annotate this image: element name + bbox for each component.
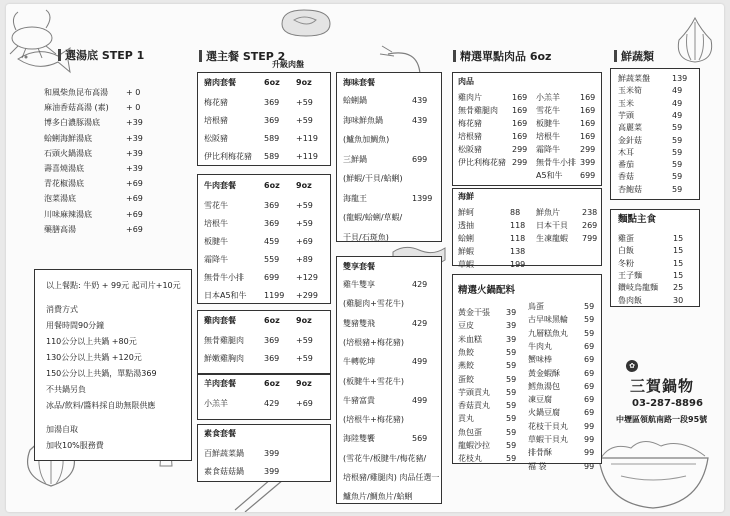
item-name: 蟹味棒 <box>528 355 552 365</box>
set-item-price: 369 <box>264 98 280 107</box>
set-item-name: 牛轉乾坤 <box>343 357 375 367</box>
veg-name: 金針菇 <box>618 135 642 145</box>
oz-label: 6oz <box>264 181 280 190</box>
set-item-price: 369 <box>264 336 280 345</box>
item-price: 88 <box>510 208 521 217</box>
item-price: 118 <box>510 234 526 243</box>
set-header: 牛肉套餐 <box>204 181 236 190</box>
staple-price: 25 <box>673 283 684 293</box>
item-name: 培根牛 <box>536 132 560 141</box>
soup-name: 壽喜燒湯底 <box>44 164 84 173</box>
soup-price: +69 <box>126 209 143 219</box>
staple-name: 魯肉飯 <box>618 295 642 305</box>
set-item-upgrade: +299 <box>296 291 318 300</box>
item-price: 799 <box>582 234 598 243</box>
oz-label: 9oz <box>296 78 312 87</box>
set-item-name: 百鮮蔬菜鍋 <box>204 449 244 458</box>
item-name: 霜降牛 <box>536 145 560 154</box>
item-price: 59 <box>584 315 595 325</box>
set-item-upgrade: +129 <box>296 273 318 282</box>
staple-price: 15 <box>673 234 684 243</box>
set-item-name: 海陸雙饗 <box>343 434 375 444</box>
set-item-upgrade: +59 <box>296 201 313 210</box>
item-price: 59 <box>506 387 517 397</box>
set-header: 素食套餐 <box>204 429 236 438</box>
item-name: 燕餃 <box>458 361 474 371</box>
item-price: 269 <box>582 221 598 230</box>
item-price: 39 <box>506 308 517 317</box>
set-item-price: 569 <box>412 434 428 444</box>
item-name: 松阪豬 <box>458 145 482 154</box>
note-line: 不共鍋另負 <box>46 385 86 394</box>
set-item-name: 伊比利梅花豬 <box>204 152 252 161</box>
staple-price: 15 <box>673 246 684 256</box>
item-price: 169 <box>580 119 596 128</box>
item-price: 59 <box>584 302 595 311</box>
set-item-upgrade: +59 <box>296 336 313 345</box>
set-item-price: 699 <box>412 154 428 164</box>
item-price: 99 <box>584 435 595 444</box>
set-header: 海味套餐 <box>343 78 375 87</box>
staple-name: 鑽岐烏龍麵 <box>618 283 658 293</box>
staple-price: 30 <box>673 295 684 305</box>
item-price: 169 <box>512 119 528 128</box>
set-item-name: (鮮蝦/干貝/蛤蜊) <box>343 174 403 183</box>
set-item-name: (龍蝦/蛤蜊/草蝦/ <box>343 213 403 222</box>
item-name: 梅花豬 <box>458 119 482 128</box>
item-name: 牛肉丸 <box>528 341 552 351</box>
item-price: 299 <box>512 145 528 154</box>
veg-price: 49 <box>672 110 683 120</box>
set-item-price: 429 <box>264 399 280 408</box>
section-header: 海鮮 <box>458 192 474 201</box>
set-item-name: 板腱牛 <box>204 237 228 246</box>
item-name: A5和牛 <box>536 171 563 180</box>
brand-address: 中壢區領航南路一段95號 <box>616 415 708 424</box>
veg-name: 鮮蔬菜盤 <box>618 74 650 83</box>
set-item-name: 無骨牛小排 <box>204 273 244 282</box>
set-item-name: 松阪豬 <box>204 134 228 143</box>
set-item-price: 1399 <box>412 193 433 203</box>
set-item-name: 海龍王 <box>343 193 367 203</box>
soup-price: + 0 <box>126 103 141 113</box>
set-item-price: 399 <box>264 467 280 476</box>
veg-price: 59 <box>672 123 683 133</box>
item-price: 118 <box>510 221 526 230</box>
upgrade-label: 升級肉盤 <box>272 60 304 69</box>
item-name: 火鍋豆腐 <box>528 408 560 418</box>
veg-price: 49 <box>672 98 683 108</box>
section-header: 精選火鍋配料 <box>458 285 516 296</box>
item-name: 黃金干張 <box>458 308 490 317</box>
item-name: 魚餃 <box>458 347 474 357</box>
set-header: 雙享套餐 <box>343 262 375 271</box>
soup-name: 泡菜湯底 <box>44 194 76 204</box>
set-item-price: 439 <box>412 115 428 125</box>
note-line: 110公分以上共鍋 +80元 <box>46 337 137 346</box>
item-name: 芋頭貢丸 <box>458 387 490 397</box>
item-price: 169 <box>512 93 528 102</box>
set-header: 豬肉套餐 <box>204 78 236 87</box>
veg-title: 鮮蔬類 <box>614 48 654 64</box>
note-line: 130公分以上共鍋 +120元 <box>46 353 142 362</box>
item-name: 板腱牛 <box>536 119 560 128</box>
set-item-price: 369 <box>264 219 280 228</box>
veg-price: 59 <box>672 160 683 170</box>
item-name: 米血糕 <box>458 334 482 344</box>
veg-name: 玉米筍 <box>618 86 642 96</box>
set-item-name: 霜降牛 <box>204 255 228 264</box>
veg-name: 杏鮑菇 <box>618 184 642 194</box>
set-header: 羊肉套餐 <box>204 379 236 388</box>
veg-name: 芋頭 <box>618 110 634 120</box>
item-price: 59 <box>506 374 517 384</box>
soup-name: 川味麻辣湯底 <box>44 209 92 219</box>
item-name: 香菇貢丸 <box>458 401 490 411</box>
set-item-price: 399 <box>264 449 280 458</box>
set-item-name: 培根豬/雞腿肉) 肉品任選一 <box>343 473 440 482</box>
set-item-price: 429 <box>412 280 428 289</box>
oz-label: 6oz <box>264 379 280 388</box>
single-meat-title: 精選單點肉品 6oz <box>453 48 551 64</box>
soup-name: 石頭火鍋湯底 <box>44 148 92 158</box>
item-name: 九層糕魚丸 <box>528 328 568 338</box>
item-name: 鮮魚片 <box>536 208 560 217</box>
staple-name: 白飯 <box>618 246 634 256</box>
veg-price: 49 <box>672 86 683 96</box>
soup-name: 麻油香菇高湯 (素) <box>44 103 109 113</box>
note-line: 用餐時間90分鐘 <box>46 321 105 330</box>
set-item-price: 589 <box>264 134 280 143</box>
set-item-price: 369 <box>264 116 280 125</box>
item-price: 169 <box>512 132 528 141</box>
set-item-price: 1199 <box>264 291 285 300</box>
item-price: 39 <box>506 334 517 344</box>
soup-price: +39 <box>126 118 143 128</box>
veg-name: 木耳 <box>618 147 634 157</box>
item-price: 99 <box>584 461 595 471</box>
item-price: 69 <box>584 408 595 418</box>
set-item-name: 鮮嫩雞胸肉 <box>204 354 244 363</box>
veg-name: 高麗菜 <box>618 123 642 133</box>
item-name: 草蝦干貝丸 <box>528 435 568 444</box>
set-item-name: 干貝/石斑魚) <box>343 232 389 242</box>
item-name: 花枝干貝丸 <box>528 421 568 431</box>
set-item-price: 499 <box>412 395 428 405</box>
set-item-price: 499 <box>412 357 428 367</box>
set-header: 雞肉套餐 <box>204 316 236 325</box>
item-name: 草蝦 <box>458 260 474 269</box>
steak-illustration <box>276 6 336 40</box>
set-item-name: (板腱牛+雪花牛) <box>343 376 404 386</box>
set-item-name: (雪花牛/板腱牛/梅花豬/ <box>343 453 427 463</box>
section-header: 肉品 <box>458 77 474 86</box>
item-price: 59 <box>506 427 517 437</box>
set-item-name: (鱸魚加鯛魚) <box>343 135 390 144</box>
item-price: 59 <box>506 347 517 357</box>
item-price: 59 <box>506 414 517 424</box>
item-name: 透抽 <box>458 221 474 230</box>
onion-illustration <box>671 14 719 66</box>
set-item-upgrade: +59 <box>296 219 313 228</box>
item-name: 生凍龍蝦 <box>536 234 568 243</box>
set-item-name: 培根牛 <box>204 219 228 228</box>
veg-price: 59 <box>672 147 683 157</box>
item-price: 299 <box>512 158 528 167</box>
item-price: 69 <box>584 381 595 391</box>
item-name: 日本干貝 <box>536 221 568 230</box>
set-item-name: 海味鮮魚鍋 <box>343 115 383 125</box>
note-line: 以上餐點: 牛奶 + 99元 起司片+10元 <box>46 281 181 290</box>
item-name: 黃金蝦酥 <box>528 368 560 378</box>
veg-name: 番茄 <box>618 160 634 170</box>
brand-logo-icon: ✿ <box>626 360 638 372</box>
set-item-upgrade: +119 <box>296 134 318 143</box>
set-item-name: (培根牛+梅花豬) <box>343 415 404 425</box>
item-name: 龍蝦沙拉 <box>458 441 490 450</box>
item-name: 培根豬 <box>458 132 482 141</box>
item-name: 鮮蝦 <box>458 247 474 256</box>
item-name: 花枝丸 <box>458 454 482 464</box>
main-step-title: 選主餐 STEP 2 <box>199 48 285 64</box>
set-item-price: 369 <box>264 354 280 363</box>
item-name: 排骨酥 <box>528 448 552 458</box>
staple-name: 雞蛋 <box>618 234 634 243</box>
veg-name: 玉米 <box>618 98 634 108</box>
item-price: 169 <box>580 132 596 141</box>
set-item-price: 699 <box>264 273 280 282</box>
item-price: 69 <box>584 355 595 365</box>
set-item-upgrade: +59 <box>296 116 313 125</box>
set-item-price: 459 <box>264 237 280 246</box>
staple-price: 15 <box>673 270 684 280</box>
soup-price: +69 <box>126 224 143 234</box>
menu-sheet <box>6 4 724 512</box>
item-name: 鳥蛋 <box>528 302 544 311</box>
soup-name: 藥膳高湯 <box>44 224 76 234</box>
item-price: 59 <box>506 401 517 411</box>
note-line: 加收10%服務費 <box>46 441 104 450</box>
set-item-upgrade: +59 <box>296 354 313 363</box>
item-price: 138 <box>510 247 526 256</box>
soup-price: +39 <box>126 133 143 143</box>
note-line: 加湯自取 <box>46 425 78 434</box>
item-price: 169 <box>580 93 596 102</box>
item-price: 69 <box>584 368 595 378</box>
set-item-name: 鱸魚片/鯛魚片/蛤蜊 <box>343 492 413 502</box>
set-item-upgrade: +119 <box>296 152 318 161</box>
set-item-name: 雪花牛 <box>204 201 228 210</box>
oz-label: 9oz <box>296 379 312 388</box>
item-price: 169 <box>580 106 596 115</box>
set-item-name: 蛤蜊鍋 <box>343 96 367 105</box>
item-name: 小羔羊 <box>536 93 560 102</box>
set-item-name: (雞腿肉+雪花牛) <box>343 299 404 309</box>
oz-label: 6oz <box>264 316 280 325</box>
item-name: 貢丸 <box>458 414 474 424</box>
oz-label: 6oz <box>264 78 280 87</box>
soup-name: 蛤蜊海鮮湯底 <box>44 133 92 143</box>
item-name: 福 袋 <box>528 461 547 471</box>
item-name: 古早味黑輪 <box>528 315 568 325</box>
note-line: 消費方式 <box>46 305 78 314</box>
set-item-upgrade: +69 <box>296 237 313 246</box>
brand-name: 三賀鍋物 <box>630 377 695 395</box>
meat-box <box>452 72 602 186</box>
item-price: 69 <box>584 395 595 405</box>
set-item-name: 小羔羊 <box>204 399 228 408</box>
set-item-price: 429 <box>412 318 428 328</box>
set-item-name: 培根豬 <box>204 116 228 125</box>
set-item-name: 素食菇菇鍋 <box>204 467 244 476</box>
item-price: 59 <box>506 361 517 371</box>
item-name: 蛤蜊 <box>458 234 474 243</box>
set-item-name: 無骨雞腿肉 <box>204 336 244 345</box>
soup-price: + 0 <box>126 88 141 97</box>
item-name: 無骨雞腿肉 <box>458 106 498 115</box>
set-item-upgrade: +59 <box>296 98 313 107</box>
note-line: 150公分以上共鍋，單點湯369 <box>46 369 157 378</box>
item-name: 伊比利梅花豬 <box>458 158 506 167</box>
item-price: 169 <box>512 106 528 115</box>
item-name: 雪花牛 <box>536 106 560 115</box>
set-item-price: 559 <box>264 255 280 264</box>
note-line: 冰品/飲料/醬料採自助無限供應 <box>46 401 156 410</box>
set-item-price: 439 <box>412 96 428 105</box>
veg-price: 139 <box>672 74 688 83</box>
set-item-name: 雙豬雙飛 <box>343 318 375 328</box>
set-item-name: 梅花豬 <box>204 98 228 107</box>
soup-price: +39 <box>126 164 143 173</box>
item-price: 238 <box>582 208 598 217</box>
staple-name: 冬粉 <box>618 258 634 268</box>
hotpot-illustration <box>591 424 716 512</box>
set-item-name: (培根豬+梅花豬) <box>343 337 404 347</box>
item-price: 59 <box>506 441 517 450</box>
veg-price: 59 <box>672 135 683 145</box>
item-price: 399 <box>580 158 596 167</box>
set-item-name: 日本A5和牛 <box>204 291 247 300</box>
item-name: 豆皮 <box>458 321 474 331</box>
soup-price: +69 <box>126 179 143 189</box>
item-price: 99 <box>584 448 595 458</box>
item-name: 無骨牛小排 <box>536 158 576 167</box>
item-name: 蛋餃 <box>458 374 474 384</box>
seafood-box <box>452 188 602 266</box>
soup-name: 青花椒湯底 <box>44 179 84 189</box>
veg-price: 59 <box>672 172 683 182</box>
item-price: 59 <box>584 328 595 338</box>
item-price: 699 <box>580 171 596 180</box>
item-price: 199 <box>510 260 526 269</box>
item-price: 99 <box>584 421 595 431</box>
item-name: 魚包蛋 <box>458 427 482 437</box>
item-price: 299 <box>580 145 596 154</box>
set-item-price: 589 <box>264 152 280 161</box>
item-price: 69 <box>584 341 595 351</box>
staple-header: 麵點主食 <box>618 214 657 225</box>
item-price: 59 <box>506 454 517 464</box>
soup-price: +69 <box>126 194 143 204</box>
set-item-upgrade: +69 <box>296 399 313 408</box>
set-item-upgrade: +89 <box>296 255 313 264</box>
veg-name: 香菇 <box>618 172 634 182</box>
oz-label: 9oz <box>296 181 312 190</box>
set-item-name: 雞牛雙享 <box>343 280 375 289</box>
brand-phone: 03-287-8896 <box>632 398 703 409</box>
item-name: 鱈魚湯包 <box>528 381 560 391</box>
soup-step-title: 選湯底 STEP 1 <box>58 47 144 63</box>
item-name: 雞肉片 <box>458 93 482 102</box>
soup-name: 博多白濃豚湯底 <box>44 118 100 128</box>
oz-label: 9oz <box>296 316 312 325</box>
item-name: 凍豆腐 <box>528 395 552 405</box>
item-name: 鮮蚵 <box>458 208 474 217</box>
set-item-name: 牛豬富貴 <box>343 395 375 405</box>
veg-price: 59 <box>672 184 683 194</box>
staple-name: 王子麵 <box>618 270 642 280</box>
item-price: 39 <box>506 321 517 331</box>
set-item-name: 三鮮鍋 <box>343 154 367 164</box>
staple-price: 15 <box>673 258 684 268</box>
soup-name: 和風柴魚昆布高湯 <box>44 88 108 97</box>
soup-price: +39 <box>126 148 143 158</box>
set-item-price: 369 <box>264 201 280 210</box>
